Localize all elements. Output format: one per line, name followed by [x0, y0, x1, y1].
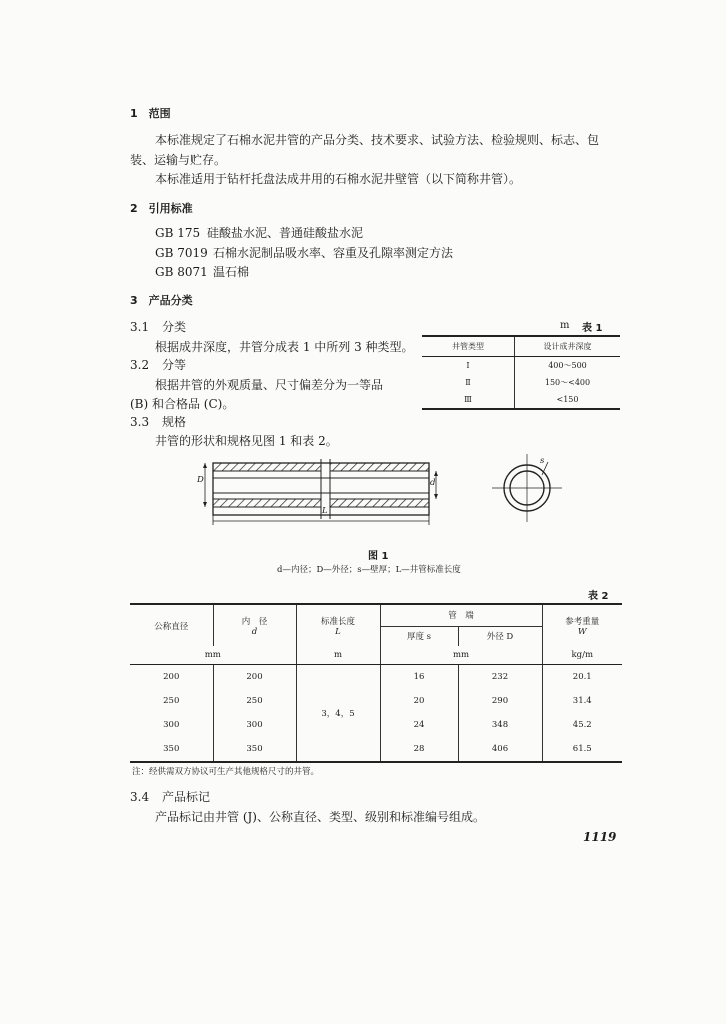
table-header-cell: 标准长度 L: [296, 604, 380, 646]
table-cell: 300: [213, 713, 296, 737]
table-2: [130, 603, 622, 763]
subsection-number: 3.3: [130, 415, 150, 429]
dim-label-d: d: [430, 478, 436, 488]
table-header-cell: 外径 D: [458, 626, 542, 646]
subsection-3-1-text: 根据成井深度，井管分成表 1 中所列 3 种类型。: [155, 340, 414, 354]
table-unit-cell: mm: [380, 646, 542, 664]
pipe-wall-top-left: [213, 463, 321, 471]
table-cell: 300: [163, 719, 180, 730]
table-cell: 3，4，5: [296, 664, 380, 762]
table-header-cell: 参考重量 W: [542, 604, 622, 646]
table-cell: 20.1: [542, 664, 622, 689]
table-1-label: 表 1: [582, 323, 603, 334]
table-cell: 350: [130, 737, 213, 762]
section-1-heading: 1 范围: [130, 107, 171, 120]
figure-1-cross-section: [490, 450, 570, 530]
table-cell: 28: [380, 737, 458, 762]
table-row: [130, 646, 622, 664]
table-unit-cell: m: [296, 646, 380, 664]
subsection-3-2-text-b: (B) 和合格品 (C)。: [130, 397, 235, 411]
section-1-para-2: 本标准适用于钻杆托盘法成井用的石棉水泥井壁管（以下简称井管）。: [155, 172, 522, 186]
table-header-cell: 管 端: [380, 604, 542, 626]
ref-title: 硅酸盐水泥、普通硅酸盐水泥: [207, 226, 364, 240]
table-row: [422, 357, 620, 375]
subsection-3-3-heading: [130, 413, 186, 430]
ref-code: GB 175: [155, 226, 201, 240]
table-cell: Ⅰ: [422, 357, 515, 375]
figure-1-caption: d—内径；D—外径；s—壁厚；L—井管标准长度: [277, 565, 461, 575]
table-1-unit: m: [560, 320, 570, 331]
table-unit-cell: mm: [130, 646, 296, 664]
table-header-cell: 井管类型: [422, 336, 515, 357]
table-row: [130, 604, 622, 626]
pipe-wall-top-right: [330, 463, 429, 471]
dim-label-D: D: [197, 475, 204, 485]
ref-code: GB 7019: [155, 246, 208, 260]
table-cell: 406: [458, 737, 542, 762]
table-row: [422, 336, 620, 357]
section-1-para-1a: 本标准规定了石棉水泥井管的产品分类、技术要求、试验方法、检验规则、标志、包: [155, 133, 600, 147]
subsection-3-2-text-a: 根据井管的外观质量、尺寸偏差分为一等品: [155, 378, 384, 392]
ref-code: GB 8071: [155, 265, 208, 279]
section-2-heading: 2 引用标准: [130, 202, 193, 215]
table-cell: 24: [380, 713, 458, 737]
table-header-cell: 厚度 s: [380, 626, 458, 646]
table-cell: 200: [213, 664, 296, 689]
subsection-title: 规格: [162, 415, 187, 429]
table-row: [130, 664, 622, 689]
table-cell: 232: [458, 664, 542, 689]
table-2-label: 表 2: [588, 591, 609, 602]
ref-title: 石棉水泥制品吸水率、容重及孔隙率测定方法: [213, 246, 454, 260]
subsection-3-1-heading: [130, 318, 186, 335]
table-cell: 20: [380, 689, 458, 713]
table-unit-cell: kg/m: [542, 646, 622, 664]
page-number: 1119: [583, 830, 617, 844]
table-row: [422, 374, 620, 391]
pipe-wall-bottom-right: [330, 499, 429, 507]
table-cell: 350: [213, 737, 296, 762]
table-cell: Ⅲ: [422, 391, 515, 409]
table-cell: 250: [163, 695, 180, 706]
subsection-number: 3.2: [130, 358, 150, 372]
subsection-number: 3.4: [130, 790, 150, 804]
subsection-3-4-text: 产品标记由井管 (J)、公称直径、类型、级别和标准编号组成。: [155, 810, 485, 824]
table-cell: <150: [515, 391, 621, 409]
section-3-heading: 3 产品分类: [130, 294, 193, 307]
ref-item: [155, 224, 363, 241]
figure-1-title: 图 1: [368, 551, 389, 562]
subsection-title: 产品标记: [162, 790, 211, 804]
subsection-number: 3.1: [130, 320, 150, 334]
subsection-title: 分等: [162, 358, 187, 372]
table-cell: 150～<400: [544, 378, 591, 387]
table-cell: 348: [458, 713, 542, 737]
subsection-3-3-text: 井管的形状和规格见图 1 和表 2。: [155, 434, 338, 448]
dim-label-s: s: [540, 456, 545, 466]
ref-title: 温石棉: [213, 265, 250, 279]
table-cell: 290: [458, 689, 542, 713]
table-cell: 16: [380, 664, 458, 689]
table-cell: 31.4: [542, 689, 622, 713]
pipe-wall-bottom-left: [213, 499, 321, 507]
table-header-cell: 公称直径: [130, 604, 213, 646]
table-cell: 400～500: [548, 361, 587, 370]
section-1-para-1b: 装、运输与贮存。: [130, 153, 227, 167]
ref-item: [155, 244, 453, 261]
table-cell: 45.2: [542, 713, 622, 737]
table-cell: 250: [213, 689, 296, 713]
table-cell: 200: [163, 671, 180, 682]
table-1: [422, 335, 620, 410]
table-cell: Ⅱ: [422, 374, 515, 391]
table-header-cell: 设计成井深度: [515, 336, 621, 357]
table-2-note: 注：经供需双方协议可生产其他规格尺寸的井管。: [132, 767, 320, 777]
table-cell: 61.5: [542, 737, 622, 762]
subsection-3-2-heading: [130, 356, 186, 373]
table-header-cell: 内 径 d: [213, 604, 296, 646]
subsection-3-4-heading: [130, 788, 210, 805]
subsection-title: 分类: [162, 320, 187, 334]
dim-label-L: L: [322, 506, 328, 516]
table-row: [422, 391, 620, 409]
ref-item: [155, 263, 249, 280]
